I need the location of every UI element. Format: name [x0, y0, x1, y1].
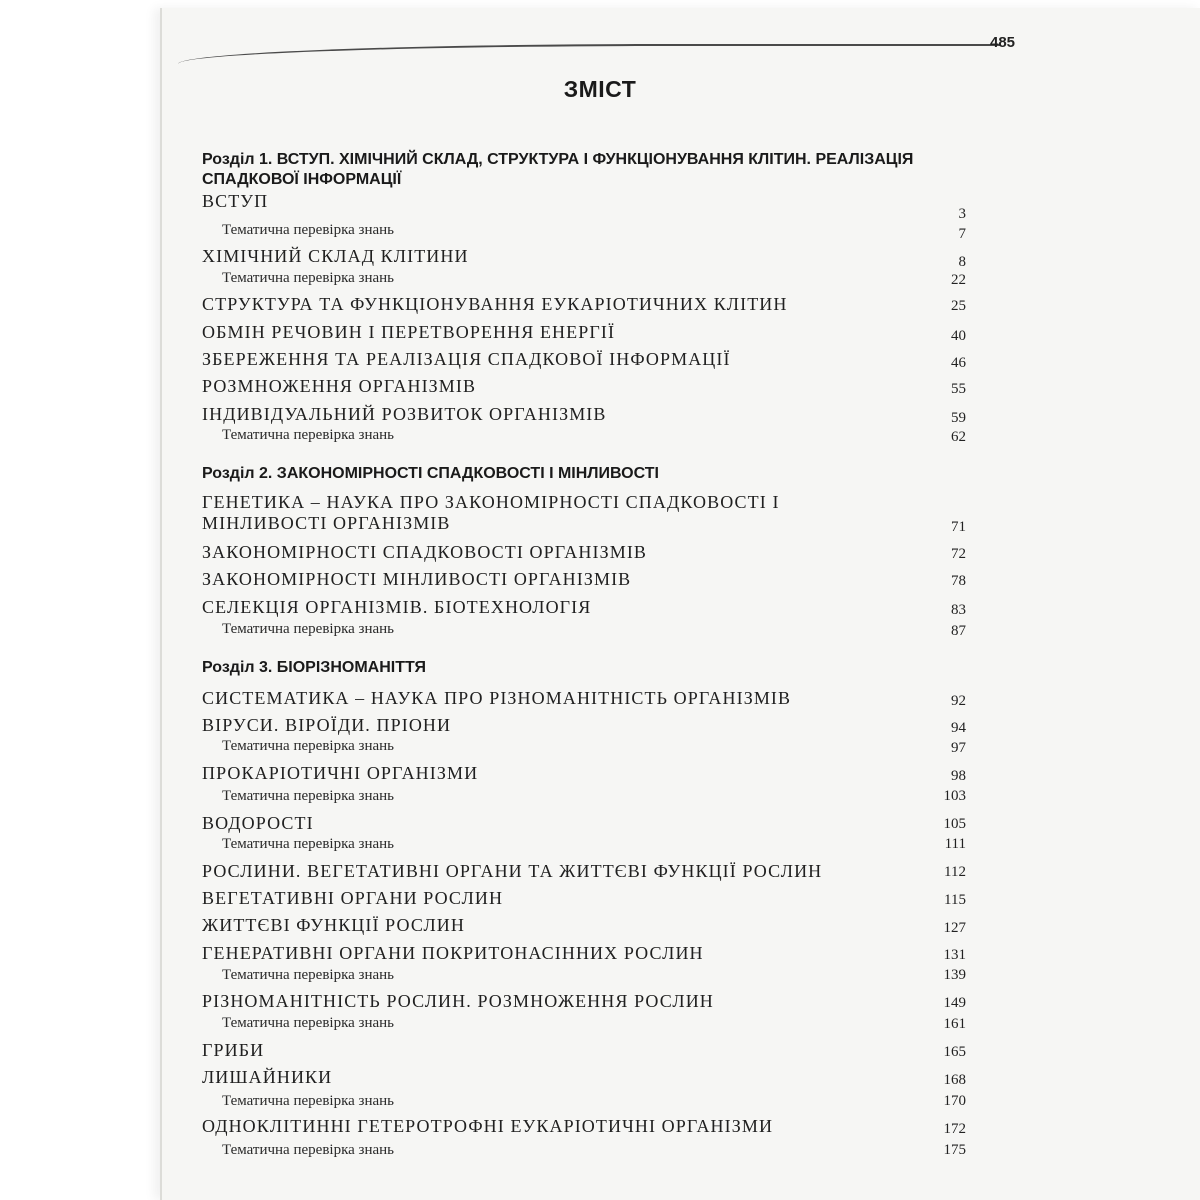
- toc-page-number: 161: [943, 1016, 966, 1032]
- toc-entry-topic: СИСТЕМАТИКА – НАУКА ПРО РІЗНОМАНІТНІСТЬ ОРГАНІЗМІВ: [202, 688, 792, 708]
- toc-entry-check: Тематична перевірка знань: [222, 621, 395, 637]
- toc-page-number: 97: [951, 740, 966, 756]
- toc-page-number: 105: [943, 816, 966, 832]
- section-heading: Розділ 1. ВСТУП. ХІМІЧНИЙ СКЛАД, СТРУКТУРА І ФУНКЦІОНУВАННЯ КЛІТИН. РЕАЛІЗАЦІЯ СПАДКОВОЇ ІНФОРМАЦІЇ: [202, 151, 914, 188]
- toc-page-number: 22: [951, 272, 966, 288]
- toc-page-number: 3: [958, 206, 966, 222]
- toc-page-number: 71: [951, 519, 966, 535]
- toc-page-number: 8: [958, 254, 966, 270]
- toc-entry-topic: ЗАКОНОМІРНОСТІ СПАДКОВОСТІ ОРГАНІЗМІВ: [202, 542, 648, 562]
- toc-entry-check: Тематична перевірка знань: [222, 1015, 395, 1031]
- page-number: 485: [990, 34, 1016, 51]
- toc-page-number: 168: [943, 1072, 966, 1088]
- toc-entry-topic: СТРУКТУРА ТА ФУНКЦІОНУВАННЯ ЕУКАРІОТИЧНИХ КЛІТИН: [202, 294, 788, 314]
- toc-page-number: 83: [951, 602, 966, 618]
- toc-entry-topic: ЗБЕРЕЖЕННЯ ТА РЕАЛІЗАЦІЯ СПАДКОВОЇ ІНФОРМАЦІЇ: [202, 349, 731, 369]
- toc-entry-check: Тематична перевірка знань: [222, 1142, 395, 1158]
- section-heading: Розділ 2. ЗАКОНОМІРНОСТІ СПАДКОВОСТІ І МІНЛИВОСТІ: [202, 465, 659, 482]
- toc-entry-check: Тематична перевірка знань: [222, 427, 395, 443]
- toc-page-number: 139: [943, 967, 966, 983]
- toc-entry-topic: ЛИШАЙНИКИ: [202, 1067, 333, 1087]
- toc-entry-check: Тематична перевірка знань: [222, 738, 395, 754]
- toc-page-number: 111: [944, 836, 966, 852]
- toc-entry-topic: ПРОКАРІОТИЧНІ ОРГАНІЗМИ: [202, 763, 479, 783]
- toc-entry-topic: ГРИБИ: [202, 1040, 265, 1060]
- toc-entry-topic: ВІРУСИ. ВІРОЇДИ. ПРІОНИ: [202, 715, 452, 735]
- toc-entry-topic: РОСЛИНИ. ВЕГЕТАТИВНІ ОРГАНИ ТА ЖИТТЄВІ ФУНКЦІЇ РОСЛИН: [202, 861, 823, 881]
- toc-page-number: 92: [951, 693, 966, 709]
- toc-entry-check: Тематична перевірка знань: [222, 1093, 395, 1109]
- toc-page-number: 78: [951, 573, 966, 589]
- toc-entry-topic: РОЗМНОЖЕННЯ ОРГАНІЗМІВ: [202, 376, 477, 396]
- toc-page-number: 25: [951, 298, 966, 314]
- page-title: ЗМІСТ: [563, 76, 637, 102]
- toc-entry-topic: ВСТУП: [202, 191, 269, 211]
- toc-page-number: 103: [943, 788, 966, 804]
- toc-entry-topic: ХІМІЧНИЙ СКЛАД КЛІТИНИ: [202, 246, 469, 266]
- toc-entry-topic: ІНДИВІДУАЛЬНИЙ РОЗВИТОК ОРГАНІЗМІВ: [202, 404, 607, 424]
- toc-page-number: 94: [951, 720, 966, 736]
- toc-page-number: 62: [951, 429, 966, 445]
- toc-entry-topic: ЖИТТЄВІ ФУНКЦІЇ РОСЛИН: [202, 915, 465, 935]
- toc-page-number: 46: [951, 355, 966, 371]
- toc-page-number: 115: [944, 892, 966, 908]
- toc-entry-topic: СЕЛЕКЦІЯ ОРГАНІЗМІВ. БІОТЕХНОЛОГІЯ: [202, 597, 592, 617]
- toc-page-number: 7: [958, 226, 966, 242]
- toc-entry-topic: ГЕНЕРАТИВНІ ОРГАНИ ПОКРИТОНАСІННИХ РОСЛИН: [202, 943, 704, 963]
- toc-entry-topic: ЗАКОНОМІРНОСТІ МІНЛИВОСТІ ОРГАНІЗМІВ: [202, 569, 632, 589]
- toc-page-number: 165: [943, 1044, 966, 1060]
- toc-page-number: 112: [944, 864, 966, 880]
- toc-page-number: 98: [951, 768, 966, 784]
- toc-entry-check: Тематична перевірка знань: [222, 222, 395, 238]
- toc-entry-check: Тематична перевірка знань: [222, 788, 395, 804]
- toc-entry-check: Тематична перевірка знань: [222, 836, 395, 852]
- toc-page-number: 59: [951, 410, 966, 426]
- section-heading: Розділ 3. БІОРІЗНОМАНІТТЯ: [202, 659, 427, 676]
- toc-page-number: 87: [951, 623, 966, 639]
- toc-page-number: 149: [943, 995, 966, 1011]
- toc-entry-topic: ГЕНЕТИКА – НАУКА ПРО ЗАКОНОМІРНОСТІ СПАДКОВОСТІ І МІНЛИВОСТІ ОРГАНІЗМІВ: [202, 492, 780, 533]
- toc-entry-topic: ОБМІН РЕЧОВИН І ПЕРЕТВОРЕННЯ ЕНЕРГІЇ: [202, 322, 616, 342]
- toc-page-number: 127: [943, 920, 966, 936]
- toc-page-number: 72: [951, 546, 966, 562]
- toc-page-number: 131: [943, 947, 966, 963]
- toc-page-number: 172: [943, 1121, 966, 1137]
- toc-page-number: 170: [943, 1093, 966, 1109]
- toc-entry-topic: ОДНОКЛІТИННІ ГЕТЕРОТРОФНІ ЕУКАРІОТИЧНІ ОРГАНІЗМИ: [202, 1116, 774, 1136]
- toc-page-number: 175: [943, 1142, 966, 1158]
- toc-entry-check: Тематична перевірка знань: [222, 270, 395, 286]
- toc-page-number: 55: [951, 381, 966, 397]
- toc-entry-check: Тематична перевірка знань: [222, 967, 395, 983]
- toc-entry-topic: ВОДОРОСТІ: [202, 813, 314, 833]
- toc-page-number: 40: [951, 328, 966, 344]
- toc-entry-topic: РІЗНОМАНІТНІСТЬ РОСЛИН. РОЗМНОЖЕННЯ РОСЛИН: [202, 991, 714, 1011]
- toc-entry-topic: ВЕГЕТАТИВНІ ОРГАНИ РОСЛИН: [202, 888, 504, 908]
